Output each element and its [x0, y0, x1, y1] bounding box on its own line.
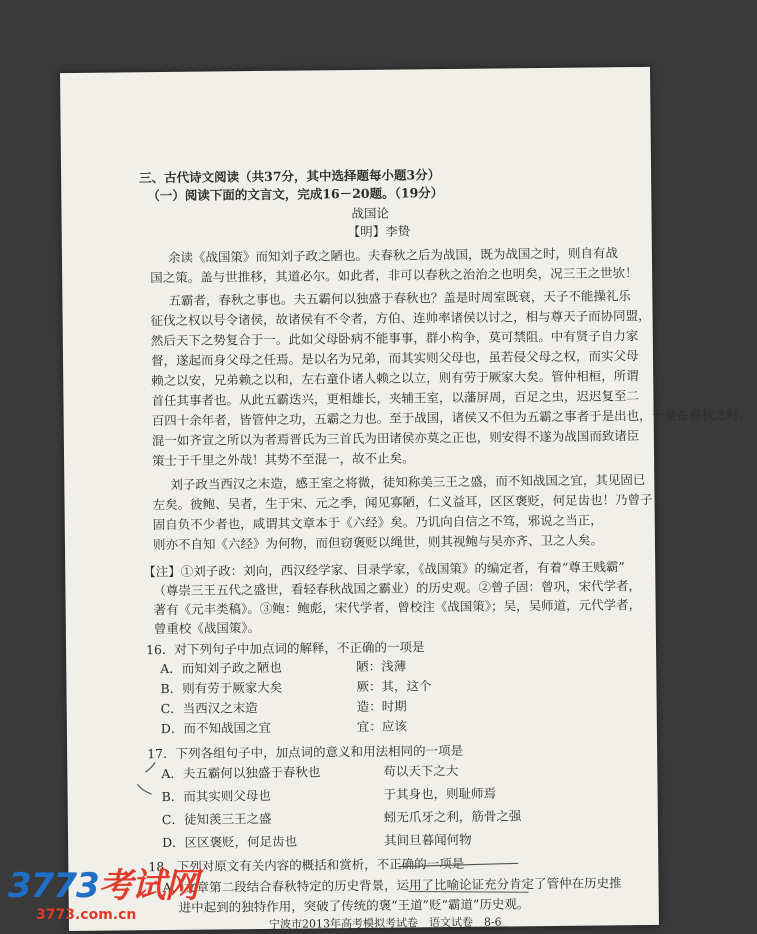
option-text: D．区区褒贬，何足齿也	[162, 833, 298, 851]
essay-author: 【明】李贽	[347, 223, 411, 240]
logo-url: 3773.com.cn	[36, 907, 137, 923]
option-text: D．而不知战国之宜	[160, 719, 271, 737]
option-text: 进中起到的独特作用，突破了传统的褒“王道”贬“霸道”历史观。	[178, 896, 530, 915]
option-text: A．而知刘子政之陋也	[160, 659, 282, 677]
paragraph-line: 左矣。彼鲍、吴者，生于宋、元之季，闻见寡陋，仁义益耳，区区褒贬，何足齿也！乃曾子	[152, 491, 653, 513]
question-stem: 18．下列对原文有关内容的概括和赏析，不正确的一项是	[148, 855, 465, 875]
option-gloss: 厥：其，这个	[356, 678, 432, 695]
question-stem: 16．对下列句子中加点词的解释，不正确的一项是	[145, 639, 425, 658]
underline-mark	[409, 890, 529, 893]
essay-title: 战国论	[351, 205, 390, 222]
option-text: C．徒知羡三王之盛	[161, 810, 272, 828]
logo-text: 考试网	[98, 866, 198, 906]
section-title: 三、古代诗文阅读（共37分，其中选择题每小题3分）	[139, 167, 441, 186]
paragraph-line: 然后天下之势复合于一。此如父母卧病不能事事，群小构争，莫可禁阻。中有贤子自力家	[150, 328, 639, 349]
option-gloss: 造：时期	[356, 698, 407, 715]
check-mark	[145, 762, 155, 772]
option-text: A．夫五霸何以独盛于春秋也	[161, 764, 321, 782]
note-line: 著有《元丰类稿》。③鲍：鲍彪，宋代学者，曾校注《战国策》；吴，吴师道，元代学者，	[153, 597, 642, 618]
paragraph-line: 首任其事者也。从此五霸迭兴，更相雄长，夹辅王室，以藩屏周，百足之虫，迟迟复至二	[151, 388, 640, 409]
option-text: A．文章第二段结合春秋特定的历史背景，运用了比喻论证充分肯定了管仲在历史推	[162, 875, 622, 896]
option-pair: 其间旦暮闻何物	[383, 831, 472, 848]
paragraph-line: 征伐之权以号令诸侯，故诸侯有不令者，方伯、连帅率诸侯以讨之，相与尊天子而协同盟，	[150, 307, 651, 329]
option-pair: 蚓无爪牙之利，筋骨之强	[383, 808, 522, 825]
site-watermark-logo	[8, 858, 208, 928]
option-text: B．则有劳于厥家大矣	[160, 679, 283, 697]
option-pair: 苟以天下之大	[383, 762, 459, 779]
paragraph-line: 策士于千里之外哉！其势不至混一，故不止矣。	[152, 450, 415, 469]
exam-page	[60, 67, 752, 931]
paragraph-line: 赖之以安，兄弟赖之以和，左右童仆诸人赖之以立，则有劳于厥家大矣。管仲相桓，所谓	[151, 368, 639, 389]
page-footer: 宁波市2013年高考模拟考试卷 语文试卷 8-6	[268, 915, 502, 931]
paragraph-line: 国之策。盖与世推移，其道必尔。如此者，非可以春秋之治治之也明矣，况三王之世欤！	[150, 265, 638, 286]
pen-marks	[60, 67, 659, 931]
option-gloss: 宜：应该	[356, 718, 407, 735]
note-line: 【注】①刘子政：刘向，西汉经学家、目录学家，《战国策》的编定者，有着“尊王贱霸”	[143, 559, 625, 580]
note-line: 曾重校《战国策》。	[153, 620, 261, 637]
option-gloss: 陋：浅薄	[356, 658, 407, 675]
option-text: C．当西汉之末造	[160, 700, 258, 717]
subsection-title: （一）阅读下面的文言文，完成16－20题。（19分）	[147, 185, 444, 204]
logo-number: 3773	[8, 866, 99, 906]
check-mark	[137, 784, 151, 794]
paragraph-line: 余读《战国策》而知刘子政之陋也。夫春秋之后为战国，既为战国之时，则自有战	[167, 245, 619, 265]
option-pair: 于其身也，则耻师焉	[383, 785, 497, 802]
paragraph-line: 五霸者，春秋之事也。夫五霸何以独盛于春秋也？盖是时周室既衰，天子不能操礼乐	[168, 288, 631, 308]
paragraph-line: 百四十余年者，皆管仲之功，五霸之力也。至于战国，诸侯又不但为五霸之事者于是出也，于是在春秋之时，	[151, 406, 752, 429]
paragraph-line: 固自负不少者也，咸谓其文章本于《六经》矣。乃讥向自信之不笃，邪说之当正，	[152, 512, 603, 533]
note-line: （尊崇三王五代之盛世，看轻春秋战国之霸业）的历史观。②曾子固：曾巩，宋代学者，	[153, 578, 642, 599]
paragraph-line: 刘子政当西汉之末造，感王室之将微，徒知称美三王之盛，而不知战国之宜，其见固已	[170, 471, 646, 492]
option-text: B．而其实则父母也	[161, 787, 271, 805]
paragraph-line: 督，遂起而身父母之任焉。是以名为兄弟，而其实则父母也，虽若侵父母之权，而实父母	[150, 348, 639, 369]
paragraph-line: 则亦不自知《六经》为何物，而但窃褒贬以绳世，则其视鲍与吴亦齐、卫之人矣。	[152, 532, 604, 553]
underline-mark	[398, 863, 518, 866]
question-stem: 17．下列各组句子中，加点词的意义和用法相同的一项是	[147, 742, 464, 762]
paragraph-line: 混一如齐宣之所以为者焉晋氏为三首氏为田诸侯亦莫之正也，则安得不遂为战国而致诸臣	[151, 428, 640, 449]
